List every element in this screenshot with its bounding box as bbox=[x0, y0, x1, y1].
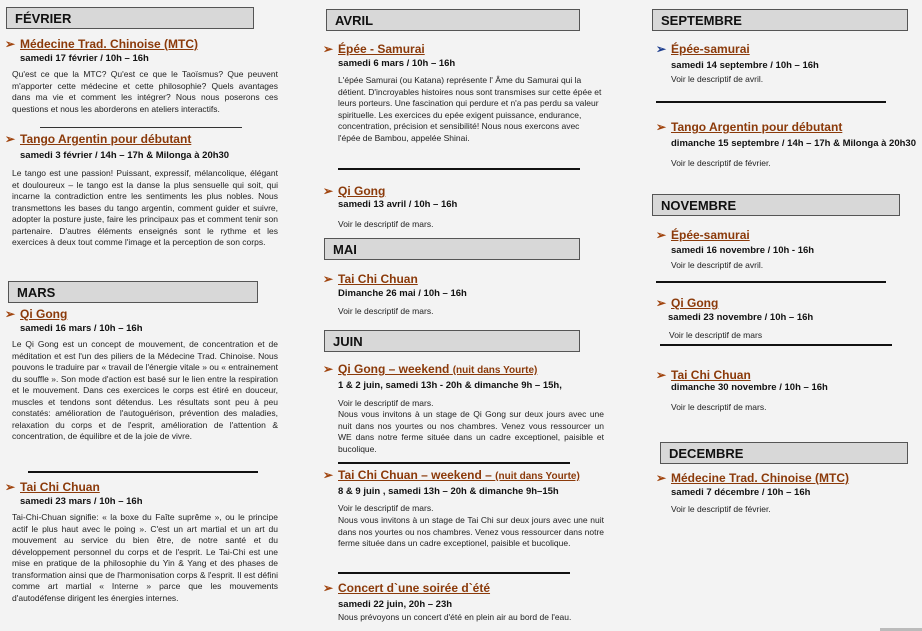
month-header-mars: MARS bbox=[8, 281, 258, 303]
month-header-septembre: SEPTEMBRE bbox=[652, 9, 908, 31]
event-date: Dimanche 26 mai / 10h – 16h bbox=[338, 288, 467, 299]
event-description: Nous prévoyons un concert d'été en plein air au bord de l'eau. bbox=[338, 612, 572, 622]
event-title-text: Qi Gong – weekend bbox=[338, 362, 450, 376]
month-header-novembre: NOVEMBRE bbox=[652, 194, 900, 216]
event-description: Nous vous invitons à un stage de Tai Chi sur deux jours avec une nuit dans nos yourtes ou nos chambres. Venez vous ressourcer dans notre ferme située dans un cadre exceptionel, paisible et bucolique. bbox=[338, 515, 605, 548]
event-title-qigong[interactable]: Qi Gong bbox=[20, 307, 68, 321]
event-date: samedi 3 février / 14h – 17h & Milonga à 20h30 bbox=[20, 150, 230, 161]
arrow-icon: ➢ bbox=[323, 272, 334, 286]
event-description: Voir le descriptif de mars. bbox=[338, 398, 434, 408]
event-description: L'épée Samurai (ou Katana) représente l' Âme du Samurai qui la détient. D'incroyables histoires nous sont transmises sur cette épée et leurs porteurs. Une fascination qui perdure et n'a pas perdu sa valeur spirituelle. Les exercices du epée exigent puissance, endurance, concentration, précision et sensibilité! Nous nous exercons avec l'épée de Bambou, appelée Shinai. bbox=[338, 75, 602, 143]
divider bbox=[28, 471, 258, 473]
event-title-note: (nuit dans Yourte) bbox=[495, 471, 580, 482]
event-date: 1 & 2 juin, samedi 13h - 20h & dimanche 9h – 15h, bbox=[338, 380, 562, 391]
arrow-icon: ➢ bbox=[656, 228, 667, 242]
event-title-mtc-decembre[interactable]: Médecine Trad. Chinoise (MTC) bbox=[671, 471, 850, 485]
event-date: 8 & 9 juin , samedi 13h – 20h & dimanche 9h–15h bbox=[338, 486, 559, 497]
event-title-note: (nuit dans Yourte) bbox=[452, 365, 538, 376]
event-title-epee-septembre[interactable]: Épée-samurai bbox=[671, 42, 750, 56]
event-title-taichi[interactable]: Tai Chi Chuan bbox=[20, 480, 100, 494]
event-description: Le Qi Gong est un concept de mouvement, de concentration et de méditation et est l'un des piliers de la Médecine Trad. Chinoise. Nous pouvons le traduire par « travail de l'énergie vitale » ou « entrainement du souffle ». Son mode d'action est basé sur le lien entre la respiration et le mouvement. Dans ces exercices le corps est étiré en douceur, muscles et tendons sont détendus. Les résultats sont peu à peu constatés: amélioration de l'autoguérison, prévention des maladies, relaxation du corps et de l'esprit, amélioration de l'attention & concentration, de équilibre et de la joie de vivre. bbox=[12, 339, 278, 441]
event-title-epee[interactable]: Épée - Samurai bbox=[338, 42, 425, 56]
divider bbox=[338, 462, 570, 464]
arrow-icon: ➢ bbox=[5, 37, 16, 51]
event-title-qigong-novembre[interactable]: Qi Gong bbox=[671, 296, 719, 310]
event-title-text: Tai Chi Chuan – weekend – bbox=[338, 468, 496, 482]
event-description: Voir le descriptif de avril. bbox=[671, 260, 764, 270]
month-header-juin: JUIN bbox=[324, 330, 580, 352]
event-description: Le tango est une passion! Puissant, expressif, mélancolique, élégant et douloureux – le tango est la danse la plus sensuelle qui soit, qui incarne la contradiction entre les sentiments les plus nobles. Nous transmettons les bases du tango argentin, comment guider et suivre, adopter la posture juste, faire les principaux pas et comment tenir son partenaire. D'autres éléments enseignés sont le rythme et les exercices à deux tout comme l'image et la perception de son corps. bbox=[12, 168, 278, 247]
month-header-avril: AVRIL bbox=[326, 9, 580, 31]
event-title-tango[interactable]: Tango Argentin pour débutant bbox=[20, 132, 192, 146]
divider bbox=[338, 572, 570, 574]
event-date: samedi 14 septembre / 10h – 16h bbox=[671, 60, 819, 71]
event-description: Voir le descriptif de février. bbox=[671, 158, 771, 168]
arrow-icon: ➢ bbox=[656, 42, 667, 56]
arrow-icon: ➢ bbox=[656, 471, 667, 485]
event-date: samedi 17 février / 10h – 16h bbox=[20, 53, 149, 64]
event-description: Voir le descriptif de avril. bbox=[671, 74, 764, 84]
event-date: dimanche 30 novembre / 10h – 16h bbox=[671, 382, 828, 393]
month-header-fevrier: FÉVRIER bbox=[6, 7, 254, 29]
event-title-taichi-weekend[interactable] bbox=[338, 468, 580, 482]
event-description: Qu'est ce que la MTC? Qu'est ce que le Taoïsmus? Que peuvent m'apporter cette médecine et cette philosophie? Quels avantages dans ma vie et comment les intégrer? Nous nous poserons ces questions et nous les aborderons en ateliers interactifs. bbox=[12, 69, 278, 114]
arrow-icon: ➢ bbox=[5, 480, 16, 494]
event-date: samedi 22 juin, 20h – 23h bbox=[338, 599, 453, 610]
event-description: Voir le descriptif de mars. bbox=[338, 503, 434, 513]
event-title-taichi-novembre[interactable]: Tai Chi Chuan bbox=[671, 368, 751, 382]
arrow-icon: ➢ bbox=[323, 184, 334, 198]
event-title-qigong-avril[interactable]: Qi Gong bbox=[338, 184, 386, 198]
arrow-icon: ➢ bbox=[323, 468, 334, 482]
event-description: Voir le descriptif de mars bbox=[669, 330, 763, 340]
event-title-taichi-mai[interactable]: Tai Chi Chuan bbox=[338, 272, 418, 286]
divider bbox=[660, 344, 892, 346]
event-description: Voir le descriptif de mars. bbox=[671, 402, 767, 412]
arrow-icon: ➢ bbox=[323, 42, 334, 56]
arrow-icon: ➢ bbox=[656, 296, 667, 310]
month-header-mai: MAI bbox=[324, 238, 580, 260]
arrow-icon: ➢ bbox=[5, 307, 16, 321]
event-date: samedi 23 novembre / 10h – 16h bbox=[668, 312, 814, 323]
event-description: Voir le descriptif de février. bbox=[671, 504, 771, 514]
arrow-icon: ➢ bbox=[323, 581, 334, 595]
arrow-icon: ➢ bbox=[656, 120, 667, 134]
event-title-epee-novembre[interactable]: Épée-samurai bbox=[671, 228, 750, 242]
event-title-qigong-weekend[interactable] bbox=[338, 362, 537, 376]
event-date: samedi 13 avril / 10h – 16h bbox=[338, 199, 458, 210]
event-description: Voir le descriptif de mars. bbox=[338, 219, 434, 229]
event-date: samedi 23 mars / 10h – 16h bbox=[20, 496, 143, 507]
event-description: Nous vous invitons à un stage de Qi Gong sur deux jours avec une nuit dans nos yourtes ou nos chambres. Venez vous ressourcer un WE dans notre ferme située dans un cadre exceptionel, paisible et bucolique. bbox=[338, 409, 604, 454]
arrow-icon: ➢ bbox=[656, 368, 667, 382]
divider bbox=[656, 101, 886, 103]
event-title-tango-septembre[interactable]: Tango Argentin pour débutant bbox=[671, 120, 843, 134]
event-description: Tai-Chi-Chuan signifie: « la boxe du Faîte suprême », ou le principe actif le plus haut avec le poing ». C'est un art martial et un art du mouvement au service du bien être, de notre santé et du développement personnel du corps et de l'esprit. Le Tai-Chi est une mise en pratique de la philosophie du Yin & Yang et des phases de transformation ainsi que de l'harmonisation corps & l'esprit. Il est défini comme art martial « Interne » parce que les mouvements d'autodéfense dirigent les énergies internes. bbox=[12, 512, 278, 603]
event-title-mtc[interactable]: Médecine Trad. Chinoise (MTC) bbox=[20, 37, 199, 51]
divider bbox=[338, 168, 580, 170]
event-description: Voir le descriptif de mars. bbox=[338, 306, 434, 316]
event-date: samedi 16 novembre / 10h - 16h bbox=[671, 245, 815, 256]
divider bbox=[656, 281, 886, 283]
arrow-icon: ➢ bbox=[323, 362, 334, 376]
event-date: dimanche 15 septembre / 14h – 17h & Milonga à 20h30 bbox=[671, 138, 916, 149]
arrow-icon: ➢ bbox=[5, 132, 16, 146]
divider bbox=[40, 127, 242, 128]
event-date: samedi 16 mars / 10h – 16h bbox=[20, 323, 143, 334]
event-date: samedi 6 mars / 10h – 16h bbox=[338, 58, 456, 69]
event-date: samedi 7 décembre / 10h – 16h bbox=[671, 487, 811, 498]
event-title-concert[interactable]: Concert d`une soirée d`été bbox=[338, 581, 491, 595]
month-header-decembre: DECEMBRE bbox=[660, 442, 908, 464]
